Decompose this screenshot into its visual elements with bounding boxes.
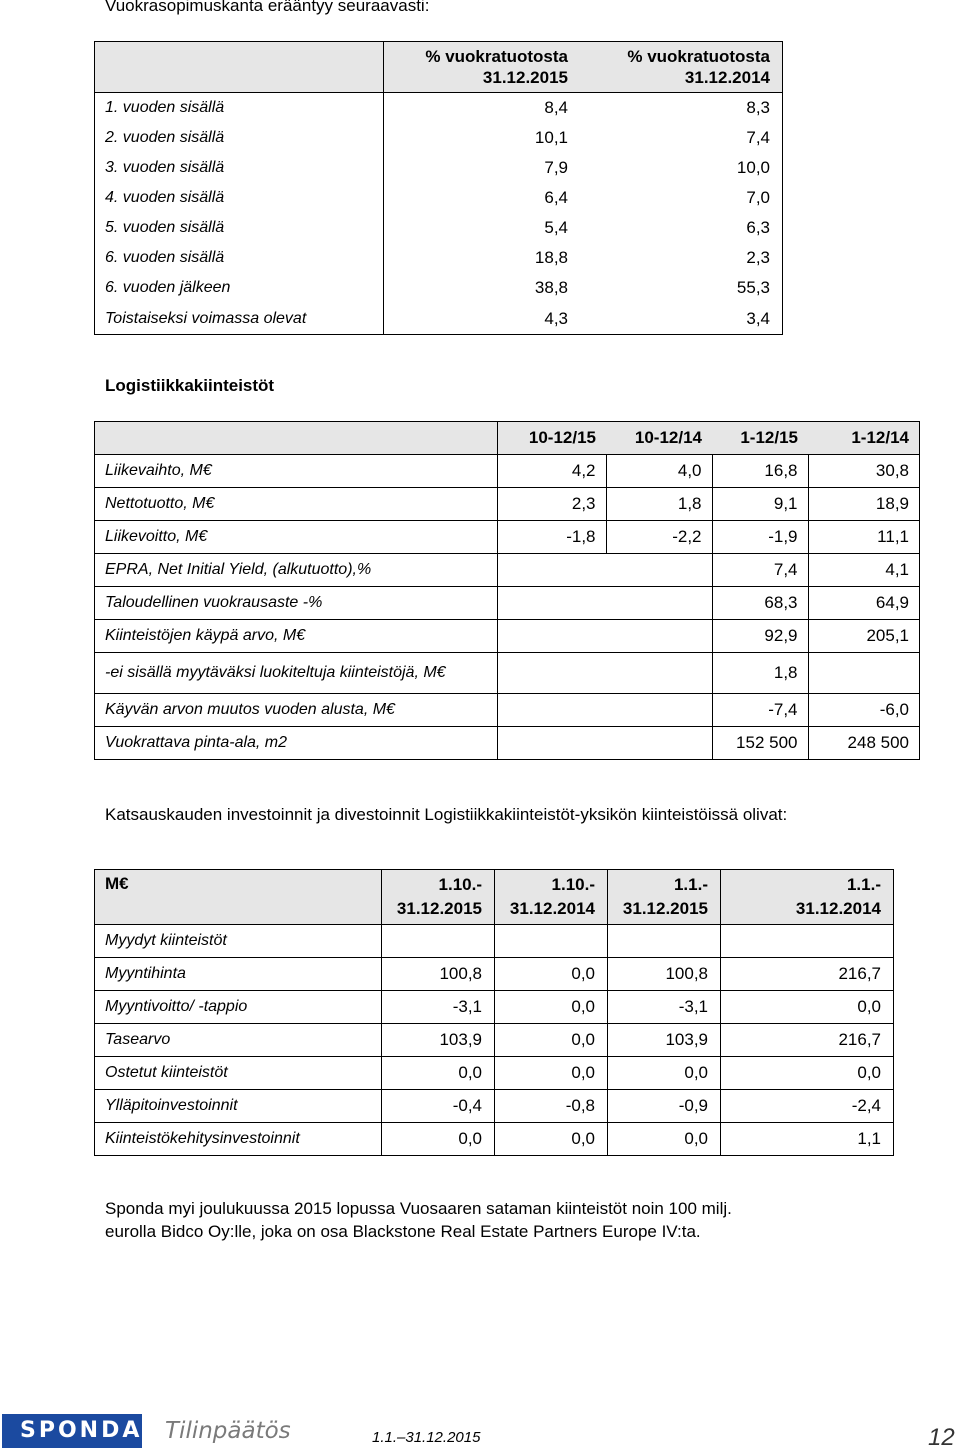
row-label: Vuokrattava pinta-ala, m2 xyxy=(95,727,498,760)
empty-cell xyxy=(498,620,713,653)
table-row xyxy=(95,93,783,124)
table-row xyxy=(95,587,920,620)
cell-value: 6,3 xyxy=(580,213,783,243)
cell-value: 0,0 xyxy=(495,1024,608,1057)
cell-value: 103,9 xyxy=(382,1024,495,1057)
table-subheader-row xyxy=(95,925,894,958)
cell-value: 7,0 xyxy=(580,183,783,213)
row-label: Tasearvo xyxy=(95,1024,382,1057)
cell-value: 5,4 xyxy=(544,218,568,237)
cell-value: 1,8 xyxy=(712,653,808,694)
cell-value: 0,0 xyxy=(495,991,608,1024)
table-row xyxy=(95,455,920,488)
cell-value: 0,0 xyxy=(382,1123,495,1156)
table-row xyxy=(95,1090,894,1123)
col-header: 1-12/15 xyxy=(712,422,808,455)
cell-value: 4,0 xyxy=(606,455,712,488)
table-row xyxy=(95,991,894,1024)
cell-value: -0,4 xyxy=(382,1090,495,1123)
empty-cell xyxy=(608,925,721,958)
row-label: 6. vuoden sisällä xyxy=(95,243,384,273)
table-header-row xyxy=(95,422,920,455)
empty-cell xyxy=(721,925,894,958)
cell-value: 64,9 xyxy=(808,587,920,620)
header-corner: M€ xyxy=(95,870,382,925)
col-header: 10-12/15 xyxy=(498,422,607,455)
investments-table xyxy=(94,869,894,1156)
empty-cell xyxy=(382,925,495,958)
cell-value: -3,1 xyxy=(608,991,721,1024)
row-label: Taloudellinen vuokrausaste -% xyxy=(95,587,498,620)
cell-value: 68,3 xyxy=(712,587,808,620)
row-label: Ylläpitoinvestoinnit xyxy=(95,1090,382,1123)
cell-value: -1,8 xyxy=(498,521,607,554)
page-number: 12 xyxy=(928,1424,955,1451)
lease-expiry-table xyxy=(94,41,783,335)
cell-value: 205,1 xyxy=(808,620,920,653)
col-header: 1-12/14 xyxy=(808,422,920,455)
row-label: EPRA, Net Initial Yield, (alkutuotto),% xyxy=(95,554,498,587)
table-row xyxy=(95,303,783,335)
table-header-row xyxy=(95,870,894,925)
table-row xyxy=(95,153,783,183)
row-label: 2. vuoden sisällä xyxy=(95,123,384,153)
table-row xyxy=(95,273,783,303)
row-label: 1. vuoden sisällä xyxy=(95,93,384,124)
report-period: 1.1.–31.12.2015 xyxy=(372,1429,481,1446)
col-header: 1.1.- 31.12.2014 xyxy=(721,870,894,925)
cell-value: 0,0 xyxy=(721,991,894,1024)
col-header-2015: % vuokratuotosta 31.12.2015 xyxy=(384,42,581,93)
table-row xyxy=(95,521,920,554)
table-row xyxy=(95,1123,894,1156)
logo-text: SPONDA xyxy=(20,1418,143,1443)
closing-line: Sponda myi joulukuussa 2015 lopussa Vuosaaren sataman kiinteistöt noin 100 milj. xyxy=(105,1199,732,1218)
row-label: -ei sisällä myytäväksi luokiteltuja kiinteistöjä, M€ xyxy=(95,653,498,694)
table-row xyxy=(95,1057,894,1090)
cell-value: 30,8 xyxy=(808,455,920,488)
col-header: 10-12/14 xyxy=(606,422,712,455)
row-label: Liikevoitto, M€ xyxy=(95,521,498,554)
header-corner xyxy=(95,42,384,93)
cell-value: -2,4 xyxy=(721,1090,894,1123)
logistics-table xyxy=(94,421,920,760)
row-label: Ostetut kiinteistöt xyxy=(95,1057,382,1090)
cell-value: 3,4 xyxy=(580,303,783,335)
cell-value: 152 500 xyxy=(712,727,808,760)
col-header: 1.10.- 31.12.2015 xyxy=(382,870,495,925)
cell-value: 0,0 xyxy=(608,1057,721,1090)
row-label: Käyvän arvon muutos vuoden alusta, M€ xyxy=(95,694,498,727)
cell-value: -0,9 xyxy=(608,1090,721,1123)
cell-value: 0,0 xyxy=(495,958,608,991)
intro-text: Vuokrasopimuskanta erääntyy seuraavasti: xyxy=(105,0,430,15)
cell-value: 0,0 xyxy=(382,1057,495,1090)
row-label: Myydyt kiinteistöt xyxy=(95,925,382,958)
table-row xyxy=(95,243,783,273)
cell-value: 92,9 xyxy=(712,620,808,653)
cell-value: 100,8 xyxy=(382,958,495,991)
cell-value: 7,9 xyxy=(544,158,568,177)
cell-value: 9,1 xyxy=(712,488,808,521)
cell-value: 1,8 xyxy=(606,488,712,521)
cell-value: 10,1 xyxy=(534,128,568,147)
table-row xyxy=(95,213,783,243)
cell-value: 216,7 xyxy=(721,958,894,991)
table-row xyxy=(95,1024,894,1057)
document-title: Tilinpäätös xyxy=(165,1418,291,1444)
closing-paragraph xyxy=(105,1197,732,1243)
cell-value: 216,7 xyxy=(721,1024,894,1057)
cell-value: 11,1 xyxy=(808,521,920,554)
empty-cell xyxy=(495,925,608,958)
cell-value: -0,8 xyxy=(495,1090,608,1123)
cell-value: 2,3 xyxy=(580,243,783,273)
cell-value: 4,3 xyxy=(384,303,581,335)
cell-value: 0,0 xyxy=(495,1123,608,1156)
header-corner xyxy=(95,422,498,455)
cell-value: 4,2 xyxy=(498,455,607,488)
cell-value: 4,1 xyxy=(808,554,920,587)
table-row xyxy=(95,620,920,653)
empty-cell xyxy=(498,694,713,727)
sponda-logo xyxy=(2,1414,142,1448)
table-row xyxy=(95,694,920,727)
cell-value: -2,2 xyxy=(606,521,712,554)
cell-value: -7,4 xyxy=(712,694,808,727)
cell-value: 0,0 xyxy=(608,1123,721,1156)
row-label: Myyntivoitto/ -tappio xyxy=(95,991,382,1024)
investments-intro: Katsauskauden investoinnit ja divestoinnit Logistiikkakiinteistöt-yksikön kiinteistöissä olivat: xyxy=(105,805,788,824)
cell-value: 7,4 xyxy=(580,123,783,153)
empty-cell xyxy=(498,727,713,760)
table-row xyxy=(95,727,920,760)
cell-value: 100,8 xyxy=(608,958,721,991)
section-title: Logistiikkakiinteistöt xyxy=(105,376,275,395)
col-header: 1.10.- 31.12.2014 xyxy=(495,870,608,925)
cell-value: 8,3 xyxy=(580,93,783,124)
cell-value: 8,4 xyxy=(544,98,568,117)
table-row xyxy=(95,554,920,587)
empty-cell xyxy=(498,554,713,587)
cell-value: 7,4 xyxy=(712,554,808,587)
row-label: Liikevaihto, M€ xyxy=(95,455,498,488)
cell-value: 248 500 xyxy=(808,727,920,760)
cell-value: 18,9 xyxy=(808,488,920,521)
row-label: 3. vuoden sisällä xyxy=(95,153,384,183)
col-header: 1.1.- 31.12.2015 xyxy=(608,870,721,925)
empty-cell xyxy=(498,653,713,694)
table-row xyxy=(95,183,783,213)
cell-value: 55,3 xyxy=(580,273,783,303)
cell-value: 10,0 xyxy=(580,153,783,183)
table-row xyxy=(95,488,920,521)
row-label: Kiinteistökehitysinvestoinnit xyxy=(95,1123,382,1156)
cell-value: 18,8 xyxy=(534,248,568,267)
cell-value: 0,0 xyxy=(721,1057,894,1090)
row-label: Toistaiseksi voimassa olevat xyxy=(95,303,384,335)
row-label: Myyntihinta xyxy=(95,958,382,991)
row-label: 4. vuoden sisällä xyxy=(95,183,384,213)
table-row xyxy=(95,123,783,153)
row-label: Kiinteistöjen käypä arvo, M€ xyxy=(95,620,498,653)
closing-line: eurolla Bidco Oy:lle, joka on osa Blackstone Real Estate Partners Europe IV:ta. xyxy=(105,1222,701,1241)
cell-value: -3,1 xyxy=(382,991,495,1024)
cell-value: 6,4 xyxy=(544,188,568,207)
col-header-2014: % vuokratuotosta 31.12.2014 xyxy=(580,42,783,93)
row-label: 6. vuoden jälkeen xyxy=(95,273,384,303)
cell-value xyxy=(808,653,920,694)
cell-value: 0,0 xyxy=(495,1057,608,1090)
cell-value: 1,1 xyxy=(721,1123,894,1156)
empty-cell xyxy=(498,587,713,620)
row-label: Nettotuotto, M€ xyxy=(95,488,498,521)
table-header-row xyxy=(95,42,783,93)
cell-value: -1,9 xyxy=(712,521,808,554)
table-row xyxy=(95,958,894,991)
cell-value: -6,0 xyxy=(808,694,920,727)
table-row xyxy=(95,653,920,694)
cell-value: 16,8 xyxy=(712,455,808,488)
cell-value: 38,8 xyxy=(534,278,568,297)
cell-value: 103,9 xyxy=(608,1024,721,1057)
row-label: 5. vuoden sisällä xyxy=(95,213,384,243)
cell-value: 2,3 xyxy=(498,488,607,521)
